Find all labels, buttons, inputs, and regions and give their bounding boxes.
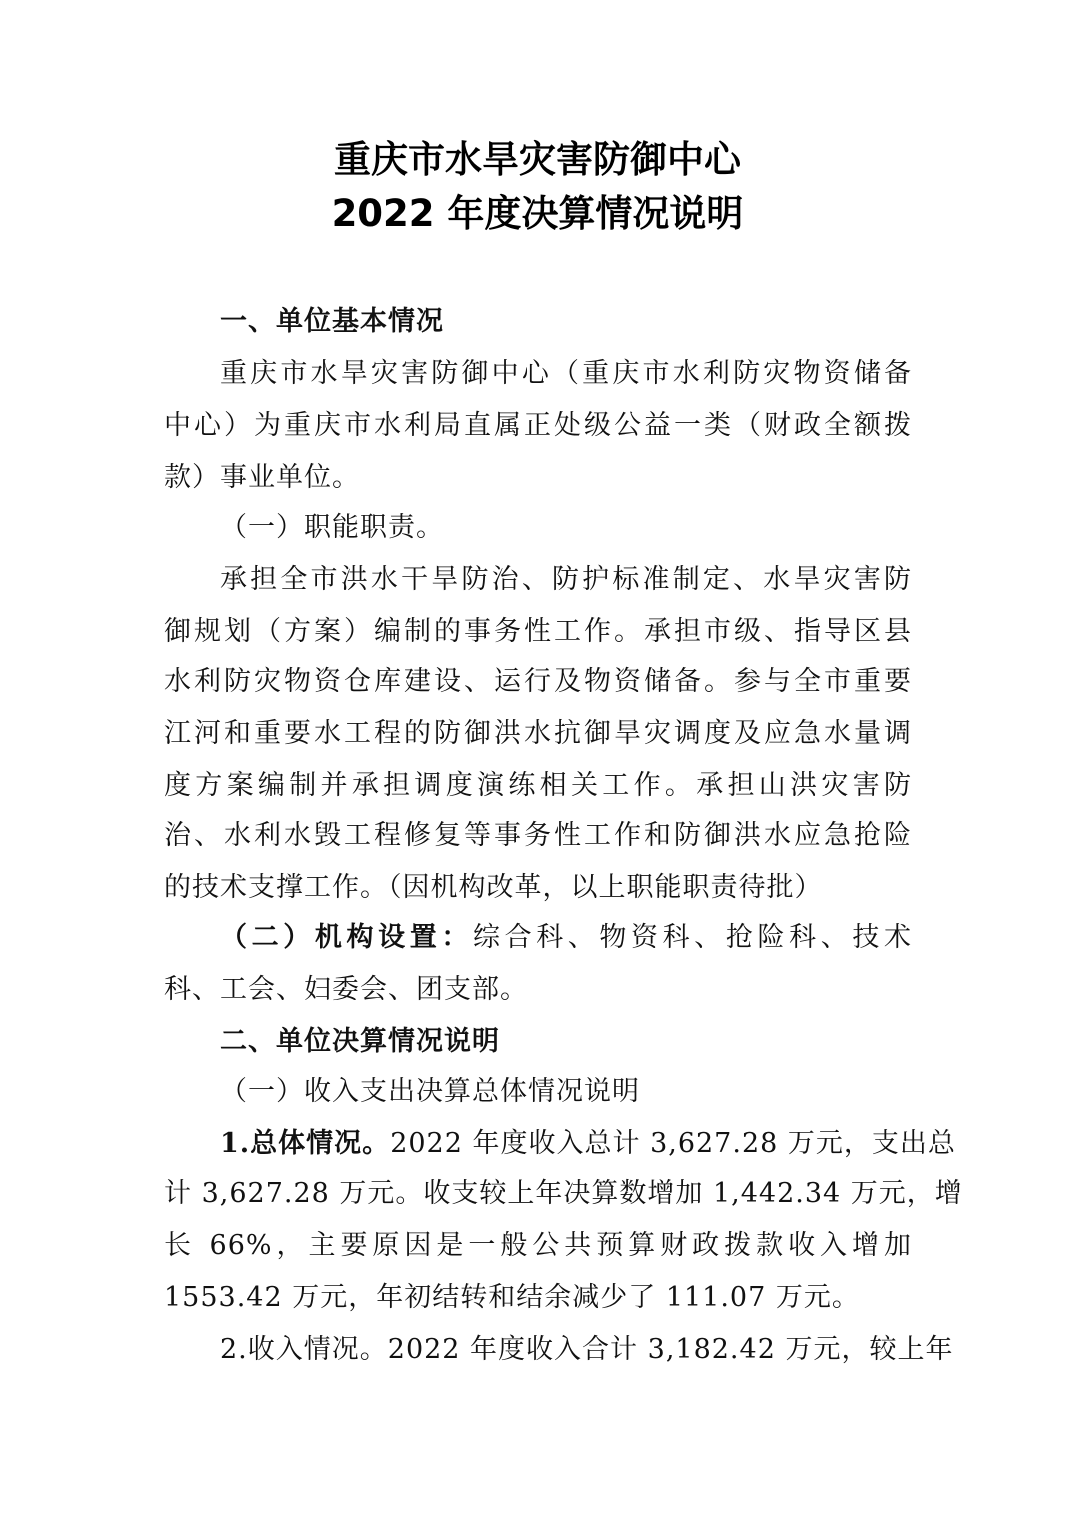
paragraph-line: 水利防灾物资仓库建设、运行及物资储备。参与全市重要 xyxy=(164,666,912,697)
paragraph-line-overall xyxy=(220,1126,956,1162)
paragraph-line: 中心）为重庆市水利局直属正处级公益一类（财政全额拨 xyxy=(164,410,912,441)
paragraph-line: 的技术支撑工作。（因机构改革，以上职能职责待批） xyxy=(164,872,823,903)
section-heading-unit-basic-info: 一、单位基本情况 xyxy=(220,306,444,337)
subsection-heading-org-structure: （二）机构设置： xyxy=(220,922,473,953)
paragraph-line: 江河和重要水工程的防御洪水抗御旱灾调度及应急水量调 xyxy=(164,718,912,749)
paragraph-line: 御规划（方案）编制的事务性工作。承担市级、指导区县 xyxy=(164,616,912,647)
paragraph-line-org-structure xyxy=(220,920,912,956)
paragraph-line: 治、水利水毁工程修复等事务性工作和防御洪水应急抢险 xyxy=(164,820,912,851)
overall-text: 2022 年度收入总计 3,627.28 万元，支出总 xyxy=(390,1128,956,1159)
paragraph-line: 度方案编制并承担调度演练相关工作。承担山洪灾害防 xyxy=(164,770,912,801)
paragraph-line: 科、工会、妇委会、团支部。 xyxy=(164,974,528,1005)
paragraph-line: 重庆市水旱灾害防御中心（重庆市水利防灾物资储备 xyxy=(220,358,912,389)
document-title-line-1: 重庆市水旱灾害防御中心 xyxy=(334,138,741,181)
overall-label: 1.总体情况。 xyxy=(220,1128,391,1159)
document-title-line-2: 2022 年度决算情况说明 xyxy=(331,192,744,235)
paragraph-line: 长 66%，主要原因是一般公共预算财政拨款收入增加 xyxy=(164,1230,912,1261)
paragraph-line-income: 2.收入情况。2022 年度收入合计 3,182.42 万元，较上年 xyxy=(220,1334,954,1365)
paragraph-line: 款）事业单位。 xyxy=(164,462,360,493)
paragraph-line: 计 3,627.28 万元。收支较上年决算数增加 1,442.34 万元，增 xyxy=(164,1178,963,1209)
org-structure-text: 综合科、物资科、抢险科、技术 xyxy=(472,922,913,953)
paragraph-line: 1553.42 万元，年初结转和结余减少了 111.07 万元。 xyxy=(164,1282,860,1313)
section-heading-final-accounts: 二、单位决算情况说明 xyxy=(220,1026,500,1057)
subsection-heading-duties: （一）职能职责。 xyxy=(220,512,444,543)
subsection-heading-income-expenditure: （一）收入支出决算总体情况说明 xyxy=(220,1076,640,1107)
paragraph-line: 承担全市洪水干旱防治、防护标准制定、水旱灾害防 xyxy=(220,564,912,595)
